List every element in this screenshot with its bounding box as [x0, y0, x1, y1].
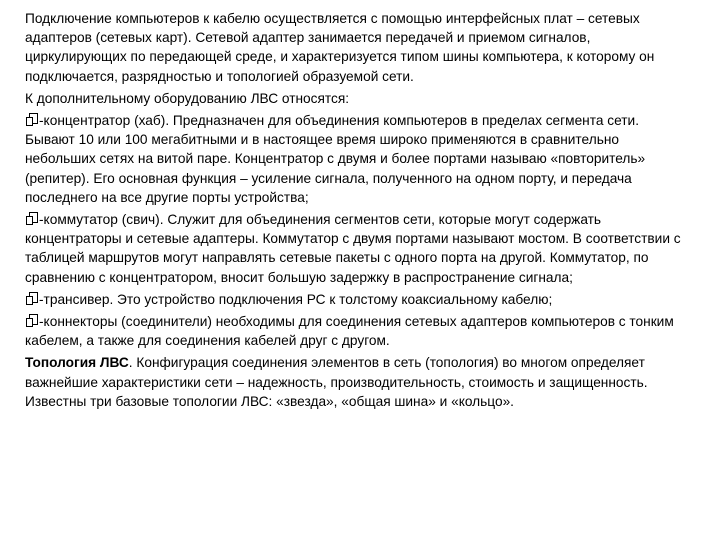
- list-item: [25, 210, 690, 287]
- list-item: [25, 290, 690, 309]
- document-bullet-icon: [25, 211, 39, 226]
- document-bullet-icon: [25, 291, 39, 306]
- list-item-text: -трансивер. Это устройство подключения РС к толстому коаксиальному кабелю;: [39, 291, 553, 307]
- document-body: [25, 9, 690, 414]
- topology-paragraph: [25, 353, 690, 411]
- list-item-text: -коннекторы (соединители) необходимы для соединения сетевых адаптеров компьютеров с тонким кабелем, а также для соединения кабелей друг с другом.: [25, 314, 674, 349]
- list-item: [25, 312, 690, 350]
- document-bullet-icon: [25, 313, 39, 328]
- equipment-heading: К дополнительному оборудованию ЛВС относятся:: [25, 90, 350, 106]
- topology-term: Топология ЛВС: [25, 355, 129, 371]
- intro-paragraph: Подключение компьютеров к кабелю осуществляется с помощью интерфейсных плат – сетевых адаптеров (сетевых карт). Сетевой адаптер занимается передачей и приемом сигналов, циркулирующих по передающей среде, и характеризуется типом шины компьютера, к которому он подключается, разрядностью и топологией образуемой сети.: [25, 11, 655, 84]
- list-item-text: -концентратор (хаб). Предназначен для объединения компьютеров в пределах сегмента сети. Бывают 10 или 100 мегабитными и в настоящее время широко применяются в сравнительно небольших сетях на витой паре. Концентратор с двумя и более портами называю «повторитель» (репитер). Его основная функция – усиление сигнала, полученного на одном порту, и передача последнего на все другие порты устройства;: [25, 113, 646, 205]
- list-item: [25, 111, 690, 207]
- list-item-text: -коммутатор (свич). Служит для объединения сегментов сети, которые могут содержать концентраторы и сетевые адаптеры. Коммутатор с двумя портами называют мостом. В соответствии с таблицей маршрутов могут направлять сетевые пакеты с одного порта на другой. Коммутатор, по сравнению с концентратором, вносит большую задержку в распространение сигнала;: [25, 212, 681, 285]
- document-bullet-icon: [25, 112, 39, 127]
- topology-text: . Конфигурация соединения элементов в сеть (топология) во многом определяет важнейшие характеристики сети – надежность, производительность, стоимость и защищенность. Известны три базовые топологии ЛВС: «звезда», «общая шина» и «кольцо».: [25, 355, 648, 409]
